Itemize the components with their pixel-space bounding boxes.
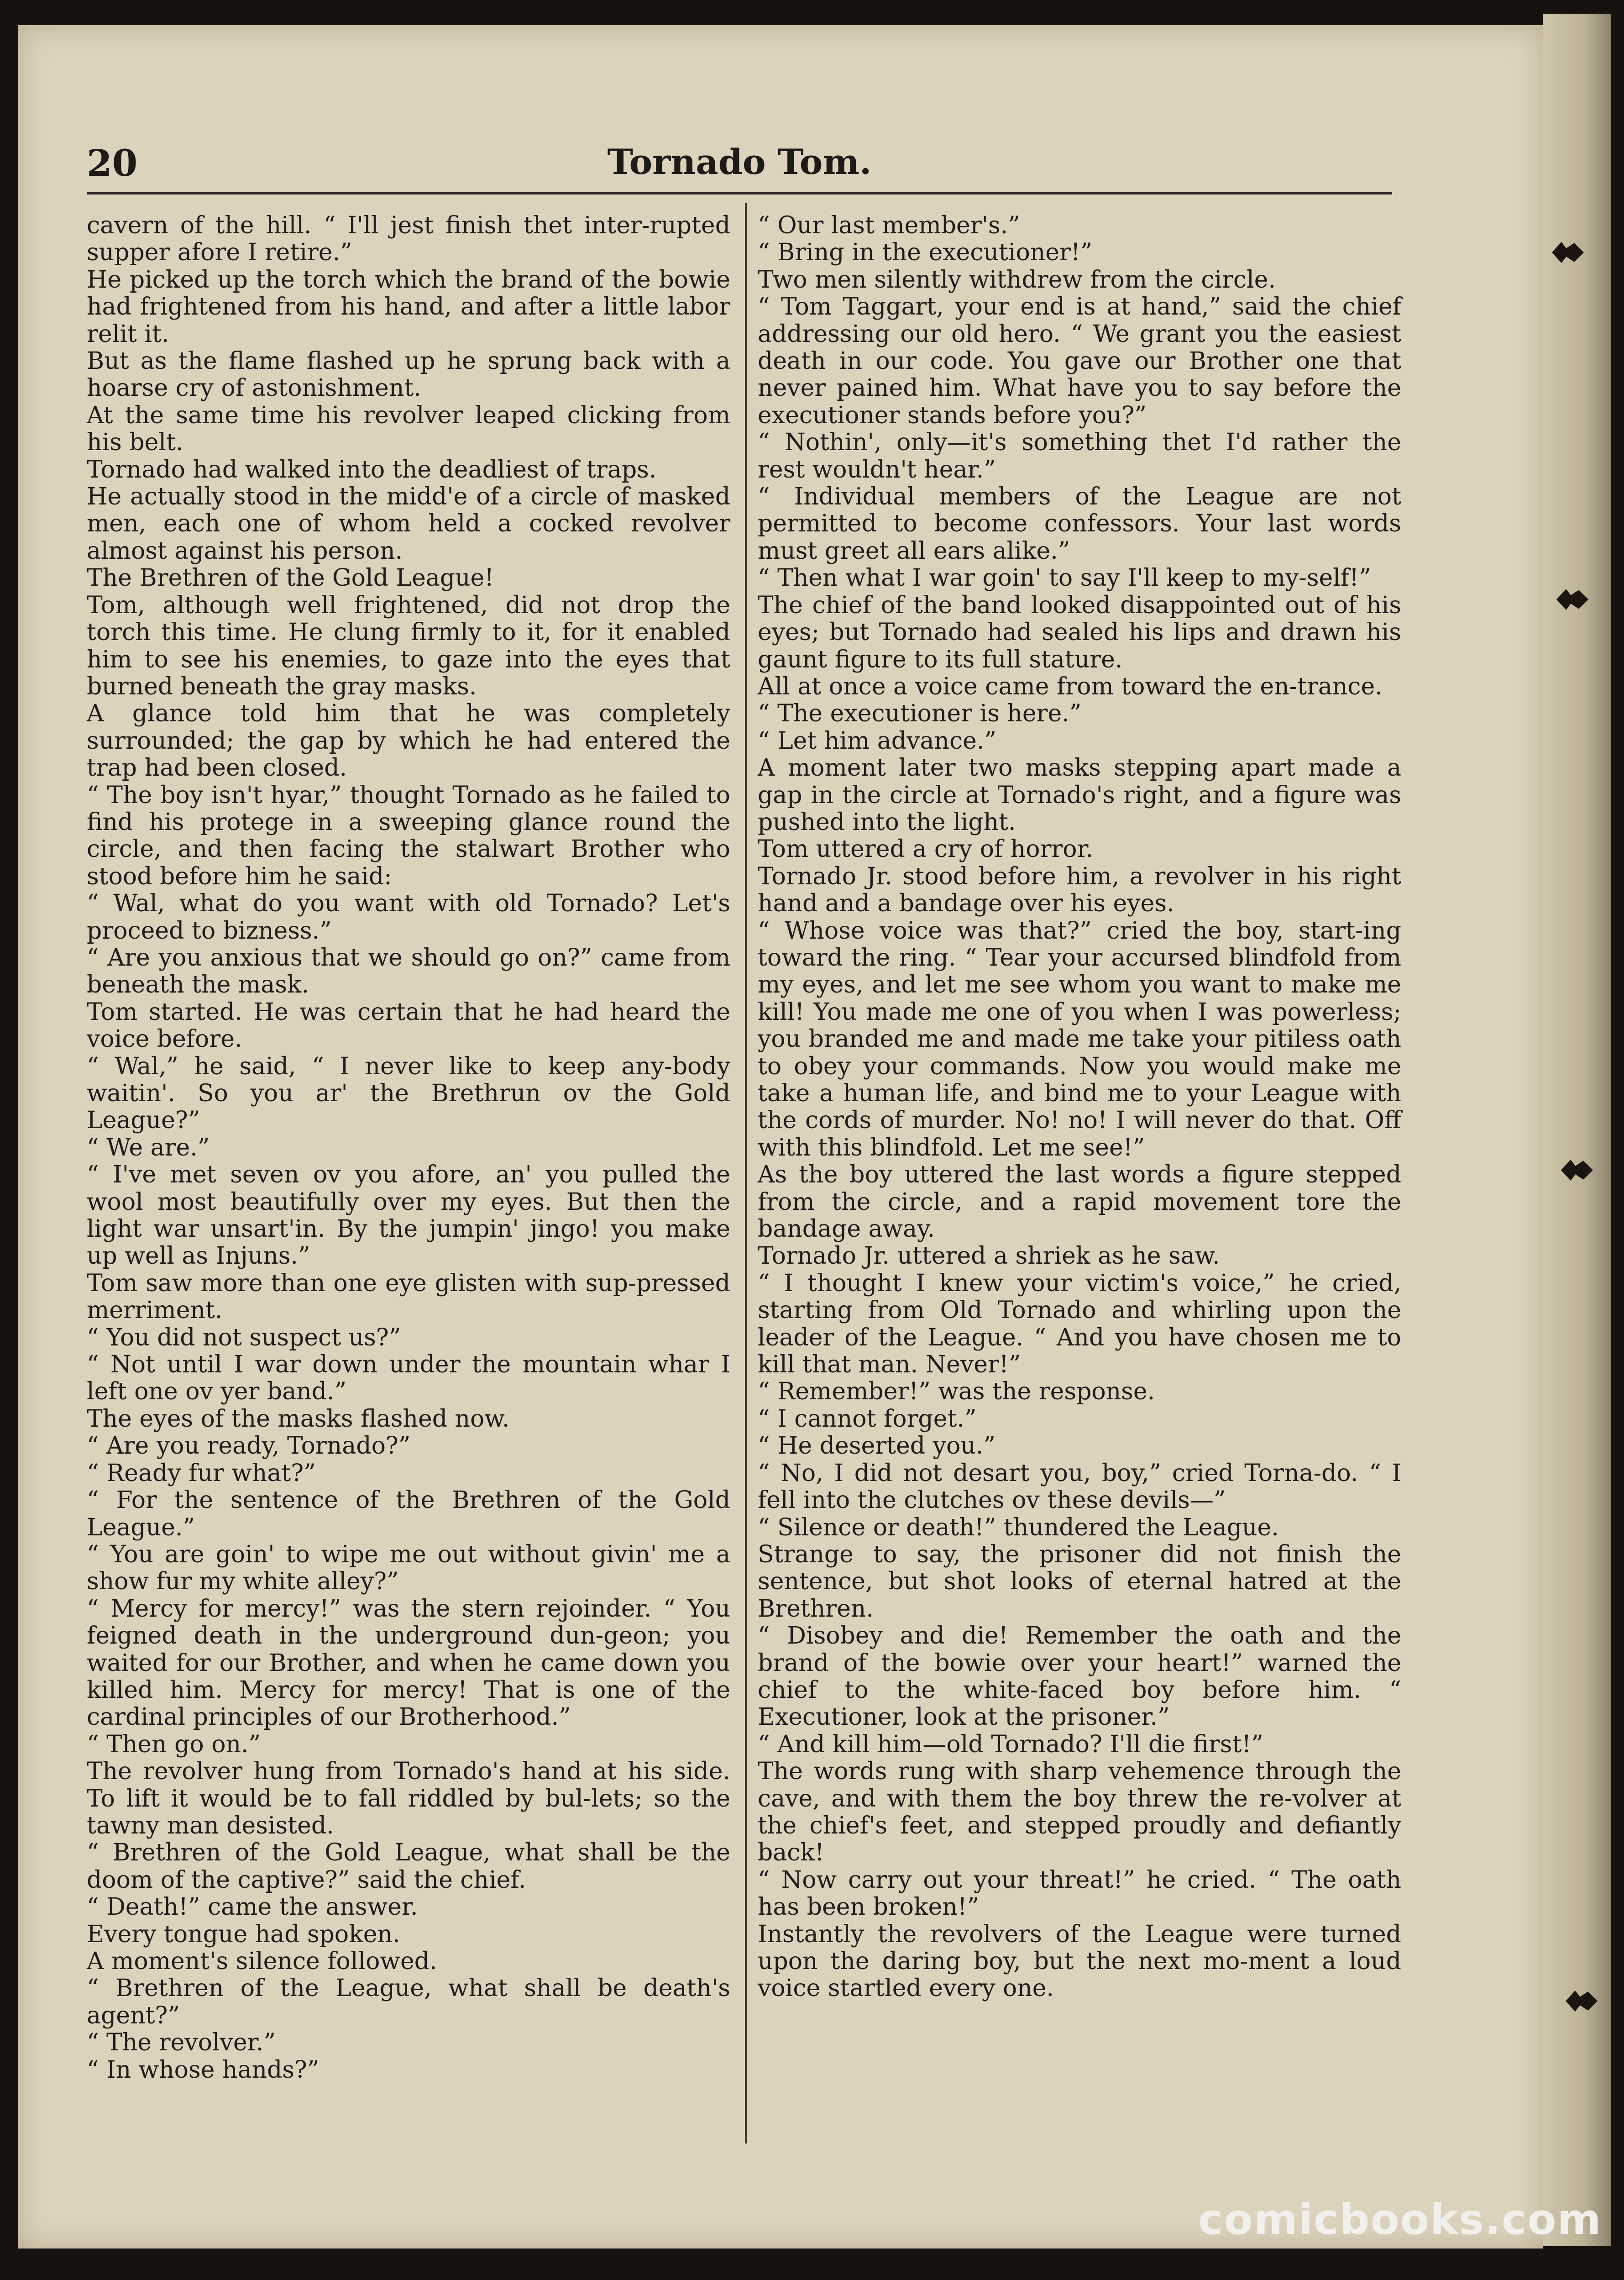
paragraph: “ Wal, what do you want with old Tornado? Let's proceed to bizness.” (87, 890, 730, 945)
paragraph: “ Let him advance.” (758, 727, 996, 755)
header-rule (87, 192, 1392, 194)
paragraph: All at once a voice came from toward the en-trance. (758, 672, 1383, 700)
paragraph: Two men silently withdrew from the circle. (758, 266, 1276, 294)
paragraph: cavern of the hill. “ I'll jest finish thet inter-rupted supper afore I retire.” (87, 212, 730, 267)
paragraph: The chief of the band looked disappointed out of his eyes; but Tornado had sealed his lips and drawn his gaunt figure to its full stature. (758, 591, 1401, 673)
paragraph: A glance told him that he was completely surrounded; the gap by which he had entered the trap had been closed. (87, 700, 730, 782)
paragraph: The revolver hung from Tornado's hand at his side. To lift it would be to fall riddled by bul-lets; so the tawny man desisted. (87, 1758, 730, 1839)
paragraph: “ We are.” (87, 1134, 210, 1161)
paragraph: “ Not until I war down under the mountain whar I left one ov yer band.” (87, 1351, 730, 1406)
column-divider (745, 203, 747, 2143)
paragraph: “ Silence or death!” thundered the League. (758, 1513, 1279, 1541)
paragraph: Tornado had walked into the deadliest of traps. (87, 456, 657, 483)
left-text-column (87, 212, 730, 2084)
paragraph: “ In whose hands?” (87, 2056, 320, 2084)
paragraph: At the same time his revolver leaped clicking from his belt. (87, 401, 730, 457)
paragraph: “ Whose voice was that?” cried the boy, start-ing toward the ring. “ Tear your accursed blindfold from my eyes, and let me see whom you want to make me kill! You made me one of you when I was powerless; you branded me and made me take your pitiless oath to obey your commands. Now you would make me take a human life, and bind me to your League with the cords of murder. No! no! I will never do that. Off with this blindfold. Let me see!” (758, 917, 1401, 1161)
paragraph: “ You did not suspect us?” (87, 1324, 401, 1351)
paragraph: “ Disobey and die! Remember the oath and the brand of the bowie over your heart!” warned the chief to the white-faced boy before him. “ Executioner, look at the prisoner.” (758, 1622, 1401, 1731)
paragraph: “ And kill him—old Tornado? I'll die first!” (758, 1730, 1263, 1758)
paragraph: Tom, although well frightened, did not drop the torch this time. He clung firmly to it, for it enabled him to see his enemies, to gaze into the eyes that burned beneath the gray masks. (87, 591, 730, 700)
paragraph: “ Bring in the executioner!” (758, 239, 1093, 267)
paragraph: “ Brethren of the League, what shall be death's agent?” (87, 1975, 730, 2029)
paragraph: Every tongue had spoken. (87, 1920, 400, 1948)
paragraph: Tom saw more than one eye glisten with sup-pressed merriment. (87, 1269, 730, 1324)
paragraph: A moment's silence followed. (87, 1948, 437, 1975)
paragraph: “ He deserted you.” (758, 1432, 995, 1460)
paragraph: “ Our last member's.” (758, 212, 1020, 239)
paragraph: He picked up the torch which the brand of the bowie had frightened from his hand, and after a little labor relit it. (87, 266, 730, 348)
paragraph: “ Are you anxious that we should go on?” came from beneath the mask. (87, 944, 730, 999)
paragraph: As the boy uttered the last words a figure stepped from the circle, and a rapid movement tore the bandage away. (758, 1161, 1401, 1243)
paragraph: “ Are you ready, Tornado?” (87, 1432, 411, 1460)
paragraph: But as the flame flashed up he sprung back with a hoarse cry of astonishment. (87, 347, 730, 402)
paragraph: “ Ready fur what?” (87, 1459, 316, 1487)
paragraph: “ Remember!” was the response. (758, 1378, 1155, 1406)
right-text-column (758, 212, 1401, 2002)
paragraph: “ I cannot forget.” (758, 1405, 977, 1433)
page-stack-edge (1543, 14, 1611, 2246)
page-title: Tornado Tom. (607, 142, 872, 182)
paragraph: “ Now carry out your threat!” he cried. “ The oath has been broken!” (758, 1866, 1401, 1921)
paragraph: “ Mercy for mercy!” was the stern rejoinder. “ You feigned death in the underground dun-geon; you waited for our Brother, and when he came down you killed him. Mercy for mercy! That is one of the cardinal principles of our Brotherhood.” (87, 1595, 730, 1731)
paragraph: “ The executioner is here.” (758, 700, 1082, 728)
paragraph: “ Then go on.” (87, 1730, 261, 1758)
paragraph: The words rung with sharp vehemence through the cave, and with them the boy threw the re-volver at the chief's feet, and stepped proudly and defiantly back! (758, 1758, 1401, 1867)
paragraph: Tornado Jr. stood before him, a revolver in his right hand and a bandage over his eyes. (758, 862, 1401, 918)
paragraph: Strange to say, the prisoner did not finish the sentence, but shot looks of eternal hatred at the Brethren. (758, 1540, 1401, 1623)
page-header (87, 137, 1392, 187)
paragraph: Tom started. He was certain that he had heard the voice before. (87, 998, 730, 1053)
paragraph: Tornado Jr. uttered a shriek as he saw. (758, 1242, 1220, 1270)
paragraph: “ The boy isn't hyar,” thought Tornado as he failed to find his protege in a sweeping glance round the circle, and then facing the stalwart Brother who stood before him he said: (87, 781, 730, 890)
paragraph: Instantly the revolvers of the League were turned upon the daring boy, but the next mo-ment a loud voice startled every one. (758, 1920, 1401, 2002)
paragraph: Tom uttered a cry of horror. (758, 835, 1094, 863)
paragraph: “ For the sentence of the Brethren of the Gold League.” (87, 1487, 730, 1541)
paragraph: “ No, I did not desart you, boy,” cried Torna-do. “ I fell into the clutches ov these devils—” (758, 1459, 1401, 1514)
paragraph: The Brethren of the Gold League! (87, 564, 494, 592)
paragraph: “ The revolver.” (87, 2029, 276, 2057)
paragraph: “ Brethren of the Gold League, what shall be the doom of the captive?” said the chief. (87, 1839, 730, 1894)
paragraph: He actually stood in the midd'e of a circle of masked men, each one of whom held a cocked revolver almost against his person. (87, 483, 730, 565)
paragraph: “ Then what I war goin' to say I'll keep to my-self!” (758, 564, 1371, 592)
page-number: 20 (87, 142, 138, 184)
site-watermark: comicbooks.com (1198, 2195, 1602, 2244)
paragraph: “ Wal,” he said, “ I never like to keep any-body waitin'. So you ar' the Brethrun ov the Gold League?” (87, 1052, 730, 1135)
paragraph: “ Tom Taggart, your end is at hand,” said the chief addressing our old hero. “ We grant you the easiest death in our code. You gave our Brother one that never pained him. What have you to say before the executioner stands before you?” (758, 293, 1401, 429)
paragraph: “ Death!” came the answer. (87, 1893, 418, 1921)
paragraph: “ I've met seven ov you afore, an' you pulled the wool most beautifully over my eyes. But then the light war unsart'in. By the jumpin' jingo! you make up well as Injuns.” (87, 1161, 730, 1270)
paragraph: “ You are goin' to wipe me out without givin' me a show fur my white alley?” (87, 1540, 730, 1596)
paragraph: “ Individual members of the League are not permitted to become confessors. Your last words must greet all ears alike.” (758, 483, 1401, 565)
paragraph: The eyes of the masks flashed now. (87, 1405, 510, 1433)
paragraph: “ Nothin', only—it's something thet I'd rather the rest wouldn't hear.” (758, 429, 1401, 483)
paragraph: A moment later two masks stepping apart made a gap in the circle at Tornado's right, and a figure was pushed into the light. (758, 754, 1401, 836)
paragraph: “ I thought I knew your victim's voice,” he cried, starting from Old Tornado and whirling upon the leader of the League. “ And you have chosen me to kill that man. Never!” (758, 1269, 1401, 1379)
